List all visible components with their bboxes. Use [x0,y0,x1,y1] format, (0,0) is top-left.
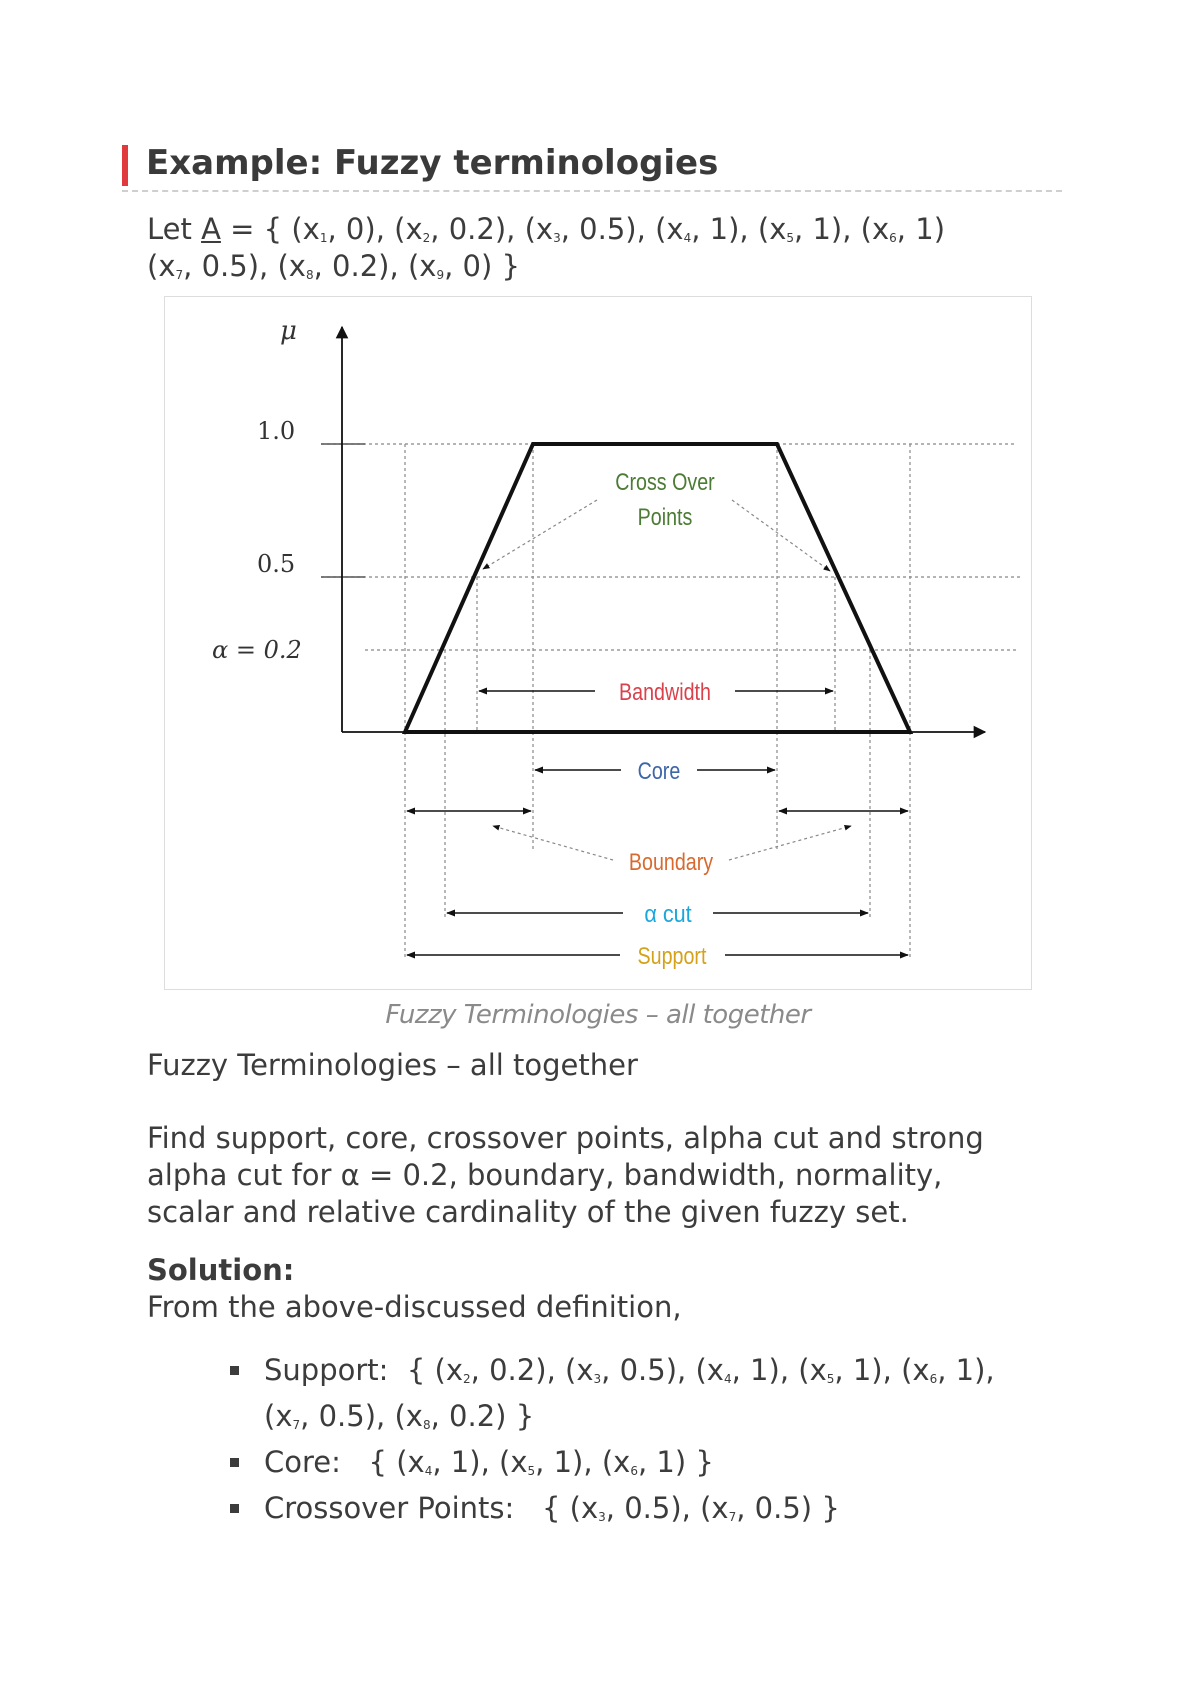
element-variable: x [613,1445,631,1479]
element-subscript: 8 [305,268,314,282]
set-element: ($x_6$, 1) [601,1445,687,1479]
element-membership: 0.2 [489,1353,536,1387]
element-variable: x [769,212,787,246]
element-variable: x [871,212,890,246]
set-element: ($x_3$, 0.5) [524,212,637,246]
crossover-pairs: ($x_3$, 0.5), ($x_7$, 0.5) [569,1491,813,1525]
element-membership: 1 [450,1445,470,1479]
bullet-icon [230,1504,239,1513]
task-line-3: scalar and relative cardinality of the given fuzzy set. [147,1195,909,1229]
element-subscript: 4 [723,1372,732,1386]
element-variable: x [419,249,437,283]
support-pairs-line-2: ($x_7$, 0.5), ($x_8$, 0.2) [264,1399,507,1433]
set-element: ($x_5$, 1) [499,1445,584,1479]
solution-label: Solution: [147,1253,295,1287]
set-element: ($x_4$, 1) [396,1445,481,1479]
element-membership: 1 [915,212,934,246]
set-element: ($x_3$, 0.5) [569,1491,682,1525]
element-subscript: 6 [929,1372,938,1386]
element-variable: x [706,1353,724,1387]
element-variable: x [302,212,320,246]
crossover-label-text: Crossover Points: [264,1491,515,1525]
element-membership: 0.5 [201,249,248,283]
element-subscript: 1 [319,231,328,245]
element-variable: x [275,1399,293,1433]
set-equals: = { [230,212,283,246]
support-close-brace: } [515,1399,535,1433]
solution-intro: From the above-discussed definition, [147,1290,682,1324]
fuzzy-set-definition-line-2 [147,248,520,294]
set-element: ($x_5$, 1) [757,212,843,246]
element-variable: x [445,1353,464,1387]
support-pairs-line-1: ($x_2$, 0.2), ($x_3$, 0.5), ($x_4$, 1), ($x_5$, 1), ($x_6$, 1), [434,1353,995,1387]
element-subscript: 4 [683,231,692,245]
trapezoid-diagram [165,297,1031,989]
set-element: ($x_1$, 0) [291,212,376,246]
element-variable: x [158,249,176,283]
page-title: Example: Fuzzy terminologies [146,143,719,183]
bullet-icon [230,1366,239,1375]
element-membership: 1 [750,1353,769,1387]
figure-caption-text: Fuzzy Terminologies – all together [147,1048,638,1082]
element-membership: 0.5 [579,212,626,246]
crossover-open-brace: { [541,1491,561,1525]
element-variable: x [809,1353,827,1387]
support-label: Support [637,942,707,970]
element-subscript: 2 [422,231,431,245]
core-pairs: ($x_4$, 1), ($x_5$, 1), ($x_6$, 1) [396,1445,687,1479]
crossover-label-line-2: Points [637,503,693,531]
element-membership: 0.5 [318,1399,365,1433]
section-heading [122,142,1062,192]
element-membership: 0.2 [449,1399,496,1433]
element-variable: x [405,1399,423,1433]
element-subscript: 5 [786,231,794,245]
element-variable: x [576,1353,594,1387]
element-membership: 1 [553,1445,573,1479]
element-variable: x [407,1445,425,1479]
core-close-brace: } [695,1445,714,1479]
set-element: ($x_7$, 0.5) [700,1491,813,1525]
element-subscript: 7 [292,1418,301,1432]
element-subscript: 6 [889,231,897,245]
set-element: ($x_4$, 1) [655,212,740,246]
y-tick-label-1: 1.0 [257,417,296,445]
boundary-pointer-left [493,826,613,860]
y-tick-label-alpha: α = 0.2 [212,636,302,664]
element-variable: x [666,212,684,246]
figure-caption: Fuzzy Terminologies – all together [385,1000,811,1030]
crossover-pointer-left [483,500,597,569]
set-intro: Let [147,212,192,246]
fuzzy-terminology-figure [164,296,1032,990]
support-line-1 [264,1352,995,1398]
set-close: } [501,249,520,283]
element-membership: 0.5 [624,1491,671,1525]
element-membership: 0 [462,249,481,283]
crossover-label-line-1: Cross Over [615,468,715,496]
element-membership: 0.2 [448,212,495,246]
set-element: ($x_2$, 0.2) [434,1353,547,1387]
element-membership: 1 [812,212,831,246]
element-variable: x [288,249,306,283]
heading-accent-bar [122,145,128,186]
element-subscript: 3 [598,1510,606,1524]
element-subscript: 7 [728,1510,737,1524]
alpha-cut-label: α cut [644,899,692,928]
support-line-2 [264,1398,995,1444]
set-name: A [201,212,221,246]
list-item-support [230,1352,995,1444]
core-label-text: Core: [264,1445,341,1479]
set-element: ($x_2$, 0.2) [394,212,507,246]
support-label-text: Support: [264,1353,389,1387]
element-variable: x [535,212,554,246]
support-open-brace: { [406,1353,426,1387]
element-variable: x [405,212,423,246]
element-subscript: 7 [175,268,184,282]
core-label: Core [637,757,681,785]
element-subscript: 9 [436,268,445,282]
set-pairs-line-2: ($x_7$, 0.5), ($x_8$, 0.2), ($x_9$, 0) [147,249,493,283]
element-subscript: 3 [553,231,561,245]
element-variable: x [580,1491,599,1525]
task-line-2: alpha cut for α = 0.2, boundary, bandwidth, normality, [147,1158,943,1192]
set-element: ($x_6$, 1) [901,1353,986,1387]
element-variable: x [912,1353,930,1387]
set-pairs-line-1: ($x_1$, 0), ($x_2$, 0.2), ($x_3$, 0.5), ($x_4$, 1), ($x_5$, 1), ($x_6$, 1) [291,212,946,246]
set-element: ($x_7$, 0.5) [264,1399,377,1433]
set-element: ($x_4$, 1) [695,1353,780,1387]
set-element: ($x_7$, 0.5) [147,249,260,283]
element-membership: 1 [709,212,729,246]
element-membership: 1 [656,1445,675,1479]
crossover-pointer-right [732,500,830,571]
element-membership: 0.5 [619,1353,666,1387]
element-subscript: 8 [422,1418,431,1432]
element-membership: 1 [955,1353,975,1387]
bandwidth-label: Bandwidth [619,678,711,706]
element-subscript: 3 [593,1372,602,1386]
list-item-core [230,1444,995,1490]
set-element: ($x_5$, 1) [798,1353,883,1387]
boundary-label: Boundary [628,848,714,876]
element-subscript: 2 [463,1372,471,1386]
bullet-icon [230,1458,239,1467]
answer-list [230,1352,995,1536]
element-membership: 0.2 [332,249,379,283]
list-item-crossover [230,1490,995,1536]
element-subscript: 6 [630,1464,638,1478]
task-line-1: Find support, core, crossover points, alpha cut and strong [147,1121,984,1155]
set-element: ($x_3$, 0.5) [565,1353,678,1387]
set-element: ($x_8$, 0.2) [394,1399,507,1433]
element-subscript: 4 [424,1464,433,1478]
set-element: ($x_9$, 0) [407,249,493,283]
element-subscript: 5 [527,1464,536,1478]
element-subscript: 5 [826,1372,835,1386]
core-open-brace: { [368,1445,387,1479]
element-membership: 1 [852,1353,872,1387]
element-variable: x [510,1445,528,1479]
element-membership: 0 [345,212,365,246]
set-element: ($x_8$, 0.2) [277,249,390,283]
y-ticks [321,444,365,577]
element-membership: 0.5 [754,1491,801,1525]
y-tick-label-05: 0.5 [257,550,296,578]
crossover-close-brace: } [821,1491,840,1525]
element-variable: x [711,1491,729,1525]
y-axis-label: μ [280,316,297,346]
boundary-pointer-right [729,826,851,860]
set-element: ($x_6$, 1) [860,212,946,246]
